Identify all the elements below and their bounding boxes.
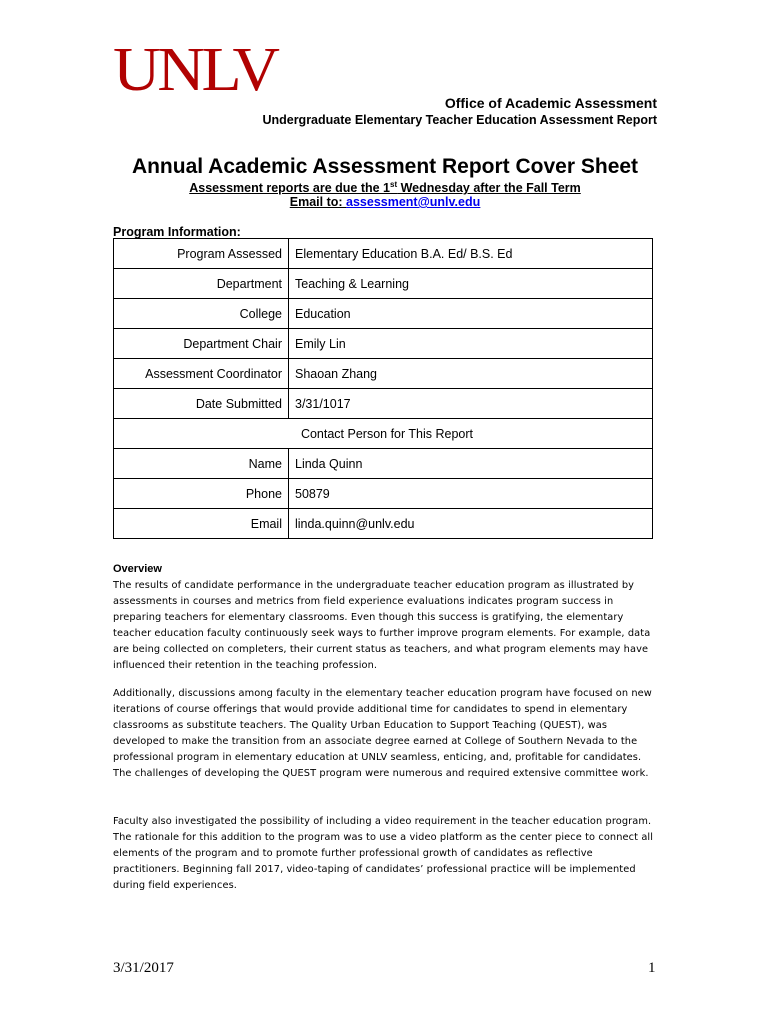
overview-paragraph: The results of candidate performance in the undergraduate teacher education program as illustrated by assessments in courses and metrics from field experience evaluations indicates program success in preparing teachers for elementary classrooms. Even though this success is gratifying, the elementary teacher education faculty continuously seek ways to further improve program elements. For example, data are being collected on completers, their current status as teachers, and what program elements may have influenced their retention in the teaching profession.: [113, 580, 651, 671]
table-row: [114, 509, 653, 539]
table-row: [114, 359, 653, 389]
footer-date: 3/31/2017: [113, 960, 174, 976]
row-label: Assessment Coordinator: [114, 359, 289, 389]
due-text-prefix: Assessment reports are due the 1: [189, 181, 391, 196]
table-row: [114, 269, 653, 299]
table-row: [114, 389, 653, 419]
row-value: Emily Lin: [289, 329, 653, 359]
contact-heading: Contact Person for This Report: [114, 419, 653, 449]
email-to-line: [0, 195, 770, 209]
row-value: 3/31/1017: [289, 389, 653, 419]
row-value: Shaoan Zhang: [289, 359, 653, 389]
row-label: Department Chair: [114, 329, 289, 359]
row-value: Education: [289, 299, 653, 329]
row-label: Program Assessed: [114, 239, 289, 269]
report-subtitle: Undergraduate Elementary Teacher Education Assessment Report: [262, 113, 657, 127]
row-value: Linda Quinn: [289, 449, 653, 479]
row-label: Email: [114, 509, 289, 539]
office-title: Office of Academic Assessment: [444, 95, 657, 111]
due-text-suffix: Wednesday after the Fall Term: [397, 181, 581, 196]
page-title: Annual Academic Assessment Report Cover Sheet: [131, 155, 639, 178]
overview-heading: Overview: [113, 563, 162, 575]
table-row: [114, 299, 653, 329]
program-info-table: [113, 238, 653, 539]
row-value: linda.quinn@unlv.edu: [289, 509, 653, 539]
contact-heading-row: [114, 419, 653, 449]
due-notice: [0, 180, 770, 195]
unlv-logo: UNLV: [113, 36, 277, 104]
table-row: [114, 449, 653, 479]
due-text-sup: st: [390, 180, 398, 189]
program-info-heading: Program Information:: [113, 225, 241, 239]
row-value: Elementary Education B.A. Ed/ B.S. Ed: [289, 239, 653, 269]
overview-paragraph: Additionally, discussions among faculty in the elementary teacher education program have focused on new iterations of course offerings that would provide additional time for candidates to spend in elementary classrooms as substitute teachers. The Quality Urban Education to Support Teaching (QUEST), was developed to make the transition from an associate degree earned at College of Southern Nevada to the professional program in elementary education at UNLV seamless, enticing, and, profitable for candidates. The challenges of developing the QUEST program were numerous and required extensive committee work.: [113, 688, 652, 779]
row-label: College: [114, 299, 289, 329]
assessment-email-link[interactable]: assessment@unlv.edu: [346, 195, 481, 209]
row-label: Name: [114, 449, 289, 479]
row-value: Teaching & Learning: [289, 269, 653, 299]
table-row: [114, 239, 653, 269]
page-number: 1: [648, 960, 656, 976]
row-label: Phone: [114, 479, 289, 509]
row-label: Department: [114, 269, 289, 299]
overview-paragraph: Faculty also investigated the possibility of including a video requirement in the teacher education program. The rationale for this addition to the program was to use a video platform as the center piece to connect all elements of the program and to promote further professional growth of candidates as reflective practitioners. Beginning fall 2017, video-taping of candidates’ professional practice will be implemented during field experiences.: [113, 816, 654, 891]
table-row: [114, 329, 653, 359]
row-label: Date Submitted: [114, 389, 289, 419]
email-to-label: Email to:: [289, 195, 347, 209]
table-row: [114, 479, 653, 509]
row-value: 50879: [289, 479, 653, 509]
